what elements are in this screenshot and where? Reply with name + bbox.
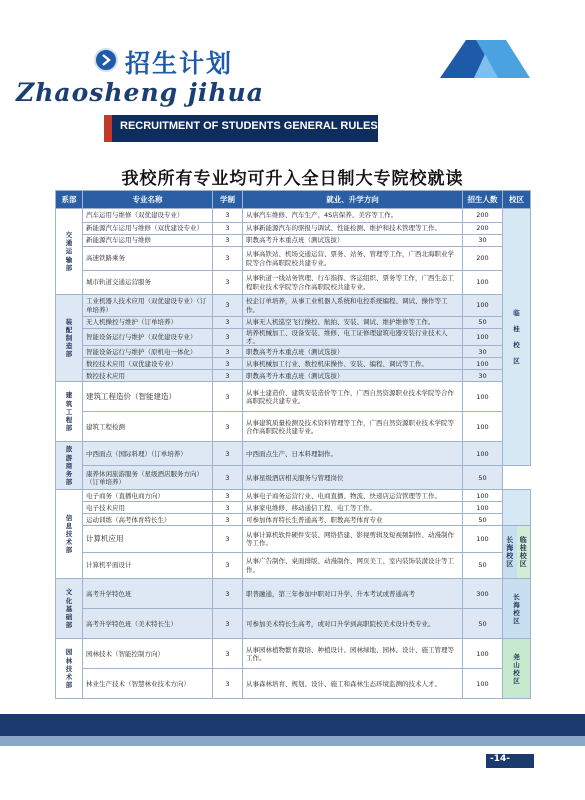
col-header-enrollment: 招生人数 [463,191,503,209]
major-name: 数控技术应用（双优建设专业） [83,358,213,370]
years: 3 [213,490,243,502]
career-direction: 从事无人机巡空飞行操控、航拍、安装、调试、维护维修等工作。 [243,317,463,329]
career-direction: 从事土建造价、建筑安装造价等工作，广西自然资源职业技术学院等合作高职院校共建专业。 [243,382,463,412]
career-direction: 从事森林培育、规划、设计、施工和森林生态环境监测的技术人才。 [243,669,463,699]
major-name: 新能源汽车运用与维修（双优建设专业） [83,223,213,235]
years: 3 [213,209,243,223]
table-row [56,247,531,271]
years: 3 [213,669,243,699]
years: 3 [213,609,243,639]
major-name: 建筑工程造价（智能建造） [83,382,213,412]
years: 3 [213,442,243,466]
years: 3 [213,317,243,329]
career-direction: 校企订单培养，从事工业机器人系统和电控系统编程、调试、操作等工作。 [243,295,463,317]
enrollment-count: 100 [463,442,503,466]
years: 3 [213,579,243,609]
campus-changhai-small: 长 海 校 区 [503,526,517,578]
dept-transport: 交 通 运 输 部 [56,209,83,295]
major-name: 高考升学特色班 [83,579,213,609]
major-name: 高速铁路乘务 [83,247,213,271]
career-direction: 从事建筑质量检测及技术资料管理等工作，广西自然资源职业技术学院等合作高职院校共建专业。 [243,412,463,442]
enrollment-count: 50 [463,609,503,639]
table-row [56,669,531,699]
major-name: 中西面点（国际料理）（订单培养） [83,442,213,466]
table-row [56,209,531,223]
table-row [56,609,531,639]
major-name: 智能设备运行与维护（双优建设专业） [83,329,213,346]
years: 3 [213,552,243,579]
table-row [56,412,531,442]
page-number: -14- [490,754,510,764]
table-row [56,271,531,295]
dept-it: 信 息 技 术 部 [56,490,83,579]
years: 3 [213,466,243,490]
enrollment-count: 50 [463,552,503,579]
major-name: 数控技术应用 [83,370,213,382]
col-header-direction: 就业、升学方向 [243,191,463,209]
enrollment-count: 30 [463,235,503,247]
major-name: 计算机应用 [83,526,213,553]
enrollment-count: 100 [463,490,503,502]
table-row [56,358,531,370]
page-title-pinyin: Zhaosheng jihua [16,78,264,107]
campus-lingui-continued [503,490,531,526]
major-name: 智能设备运行与维护（原机电一体化） [83,346,213,358]
career-direction: 职普融通，第三年参加中职对口升学、升本考试或普通高考 [243,579,463,609]
career-direction: 从事计算机软件硬件安装、网络搭建、影视剪辑及短视频制作、动漫制作等工作。 [243,526,463,553]
enrollment-count: 200 [463,209,503,223]
table-row [56,466,531,490]
years: 3 [213,358,243,370]
years: 3 [213,247,243,271]
campus-changhai: 长 海 校 区 [503,579,531,639]
career-direction: 可参加美术特长生高考，或对口升学到高职院校美术设计类专业。 [243,609,463,639]
major-name: 城市轨道交通运营服务 [83,271,213,295]
years: 3 [213,223,243,235]
career-direction: 从事电子商务运营行业、电商直播、物流、快递店运营管理等工作。 [243,490,463,502]
career-direction: 职教高考升本重点班（测试选拔） [243,346,463,358]
career-direction: 从事星级酒店相关服务与管理岗位 [243,466,463,490]
career-direction: 从事机械加工行业、数控机床操作、安装、编程、调试等工作。 [243,358,463,370]
table-row [56,442,531,466]
years: 3 [213,526,243,553]
triangle-logo-icon [440,40,530,78]
campus-lingui-small: 临 桂 校 区 [517,526,531,578]
career-direction: 职教高考升本重点班（测试选拔） [243,370,463,382]
years: 3 [213,412,243,442]
table-row [56,295,531,317]
enrollment-count: 100 [463,639,503,669]
major-name: 新能源汽车运用与维修 [83,235,213,247]
major-name: 康养休闲旅游服务（星级酒店服务方向）（订单培养） [83,466,213,490]
subtitle-bar-accent [104,115,112,142]
col-header-major: 专业名称 [83,191,213,209]
career-direction: 培养机械加工、设备安装、维修、电工证修理建筑电器安装行业技术人才。 [243,329,463,346]
enrollment-count: 100 [463,358,503,370]
enrollment-count: 100 [463,669,503,699]
dept-culture: 文 化 基 础 部 [56,579,83,639]
years: 3 [213,514,243,526]
table-row [56,346,531,358]
major-name: 林业生产技术（智慧林业技术方向） [83,669,213,699]
dept-manufacturing: 装 配 制 造 部 [56,295,83,382]
major-name: 汽车运用与维修（双优建设专业） [83,209,213,223]
major-name: 无人机操控与维护（订单培养） [83,317,213,329]
table-row [56,639,531,669]
table-row [56,552,531,579]
years: 3 [213,370,243,382]
enrollment-plan-table [55,190,531,699]
career-direction: 从事高铁站、机场交通运营、票务、站务、管理等工作，广西北海职业学院等合作高职院校共建专业。 [243,247,463,271]
enrollment-count: 100 [463,526,503,553]
career-direction: 中西面点生产、日本料理制作。 [243,442,463,466]
campus-yaoshan: 尧 山 校 区 [503,639,531,699]
table-row [56,579,531,609]
table-row [56,223,531,235]
years: 3 [213,382,243,412]
enrollment-count: 30 [463,346,503,358]
enrollment-count: 50 [463,466,503,490]
table-row [56,382,531,412]
enrollment-count: 200 [463,247,503,271]
years: 3 [213,271,243,295]
career-direction: 从事新能源汽车的驱报与调试、性能检测、维护和技术管理等工作。 [243,223,463,235]
career-direction: 职教高考升本重点班（测试选拔） [243,235,463,247]
career-direction: 从事家电维修、移动通信工程、电工等工作。 [243,502,463,514]
enrollment-count: 50 [463,317,503,329]
career-direction: 从事广告制作、桌面排版、动漫制作、网页美工、室内装饰装潢设计等工作。 [243,552,463,579]
table-row [56,370,531,382]
table-row [56,329,531,346]
enrollment-count: 200 [463,223,503,235]
major-name: 电子技术应用 [83,502,213,514]
enrollment-count: 100 [463,329,503,346]
years: 3 [213,295,243,317]
enrollment-count: 100 [463,412,503,442]
section-heading: 我校所有专业均可升入全日制大专院校就读 [121,169,464,189]
table-header-row [56,191,531,209]
col-header-campus: 校区 [503,191,531,209]
major-name: 工业机器人技术应用（双优建设专业）（订单培养） [83,295,213,317]
enrollment-count: 100 [463,271,503,295]
campus-lingui: 临 桂 校 区 [503,209,531,466]
table-row [56,317,531,329]
major-name: 园林技术（智能控制方向） [83,639,213,669]
years: 3 [213,502,243,514]
years: 3 [213,346,243,358]
major-name: 高考升学特色班（美术特长生） [83,609,213,639]
col-header-dept: 系部 [56,191,83,209]
major-name: 运动训练（高考体育特长生） [83,514,213,526]
enrollment-count: 100 [463,382,503,412]
col-header-years: 学制 [213,191,243,209]
table-row [56,526,531,553]
career-direction: 从事园林植物繁育栽培、种植设计、园林绿地、园林、设计、施工管理等工作。 [243,639,463,669]
career-direction: 从事轨道一线站务管理、行车指挥、客运组织、票务等工作，广西生态工程职业技术学院等合作高职院校共建专业。 [243,271,463,295]
career-direction: 从事汽车维修、汽车生产、4S店保养、美容等工作。 [243,209,463,223]
enrollment-count: 100 [463,502,503,514]
table-row [56,235,531,247]
footer-band-light [0,736,585,746]
enrollment-count: 100 [463,295,503,317]
page-title: 招生计划 [125,49,234,78]
table-row [56,502,531,514]
dept-tourism: 旅 游 商 务 部 [56,442,83,490]
table-row [56,490,531,502]
dept-forestry: 园 林 技 术 部 [56,639,83,699]
dept-construction: 建 筑 工 程 部 [56,382,83,442]
major-name: 计算机平面设计 [83,552,213,579]
subtitle-text: RECRUITMENT OF STUDENTS GENERAL RULES [120,120,378,132]
enrollment-count: 50 [463,514,503,526]
major-name: 电子商务（直播电商方向） [83,490,213,502]
enrollment-count: 300 [463,579,503,609]
career-direction: 可参加体育特长生普通高考、职教高考体育专业 [243,514,463,526]
footer-band [0,714,585,736]
table-row [56,514,531,526]
arrow-circle-icon [94,48,118,72]
years: 3 [213,235,243,247]
years: 3 [213,639,243,669]
campus-split-cell [503,526,531,579]
enrollment-count: 30 [463,370,503,382]
major-name: 建筑工程检测 [83,412,213,442]
years: 3 [213,329,243,346]
